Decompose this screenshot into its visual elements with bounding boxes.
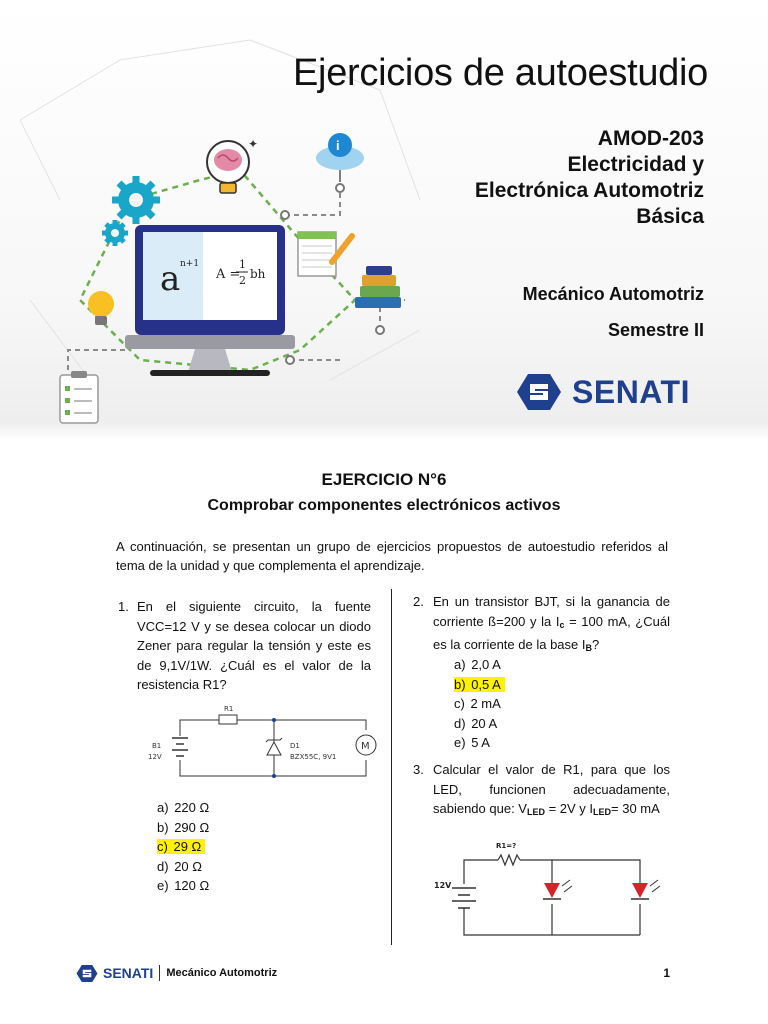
highlighted-answer: b) 0,5 A — [454, 677, 505, 692]
senati-logo-text: SENATI — [572, 373, 690, 410]
svg-text:R1=?: R1=? — [496, 842, 517, 850]
question-text: En el siguiente circuito, la fuente VCC=12 V y se desea colocar un diodo Zener para regular la tensión y este es de 9,1V/1W. ¿Cuál es el valor de la resistencia R1? — [137, 599, 371, 692]
led-circuit-diagram — [428, 838, 668, 944]
svg-text:12V: 12V — [148, 753, 162, 761]
brain-bulb-icon — [207, 137, 258, 193]
option-d: d) 20 A — [454, 715, 498, 731]
question-3 — [413, 760, 670, 823]
motor-symbol — [356, 735, 376, 755]
checklist-icon — [60, 371, 98, 423]
page-footer — [76, 962, 670, 984]
career-name: Mecánico Automotriz — [522, 284, 704, 304]
question-text: Calcular el valor de R1, para que los LED, funcionen adecuadamente, sabiendo que: $V_{LED} = 2V$ y $I_{LED}= 30$ mA — [433, 762, 670, 817]
footer-logo-text: SENATI — [103, 965, 154, 981]
svg-text:D1: D1 — [290, 742, 300, 750]
battery-symbol — [452, 888, 476, 908]
option-c: c) 2 mA — [454, 696, 501, 711]
question-2 — [413, 592, 670, 659]
question-number: 2. — [413, 594, 424, 609]
course-name-line-1: Electricidad y — [567, 153, 704, 176]
gear-icon-large — [112, 176, 160, 224]
semester-label: Semestre II — [607, 320, 704, 340]
highlighted-answer: c) 29 Ω — [157, 839, 205, 854]
course-name-line-2: Electrónica Automotriz — [474, 179, 704, 202]
option-d: d) 20 Ω — [157, 858, 202, 874]
question-text: En un transistor BJT, si la ganancia de corriente ß=200 y la $I_c = 100$ mA, ¿Cuál es la corriente de la base $I_B$? — [433, 594, 670, 653]
exercise-subtitle: Comprobar componentes electrónicos activos — [207, 497, 561, 514]
column-divider — [391, 589, 392, 945]
intro-paragraph: A continuación, se presentan un grupo de ejercicios propuestos de autoestudio referidos al tema de la unidad y que complementa el aprendizaje. — [116, 539, 668, 573]
course-info — [475, 126, 704, 230]
svg-text:✦: ✦ — [248, 137, 259, 151]
question-1 — [118, 597, 371, 695]
senati-logo — [516, 372, 690, 412]
page-title: Ejercicios de autoestudio — [293, 52, 708, 94]
svg-text:1: 1 — [239, 258, 246, 271]
svg-text:A =: A = — [216, 267, 241, 282]
page-number: 1 — [663, 966, 670, 980]
svg-text:i: i — [336, 138, 340, 153]
option-b: b) 290 Ω — [157, 819, 210, 835]
gear-icon-small — [102, 220, 128, 246]
svg-text:a: a — [160, 259, 181, 299]
senati-logo-icon — [76, 964, 98, 983]
svg-text:12V: 12V — [434, 881, 452, 890]
option-e: e) 120 Ω — [157, 878, 210, 893]
question-2-options — [454, 655, 505, 753]
question-1-options — [157, 798, 211, 896]
option-a: a) 220 Ω — [157, 800, 210, 815]
led-symbol-2 — [631, 880, 660, 899]
svg-text:bh: bh — [250, 267, 266, 281]
zener-circuit-diagram — [144, 700, 384, 790]
course-code: AMOD-203 — [597, 127, 704, 150]
battery-symbol — [172, 738, 188, 756]
course-name-line-3: Básica — [636, 205, 704, 228]
svg-text:M: M — [361, 741, 370, 752]
svg-text:2: 2 — [239, 274, 246, 287]
cloud-info-icon — [316, 133, 364, 182]
svg-text:n+1: n+1 — [180, 259, 200, 269]
svg-text:BZX55C, 9V1: BZX55C, 9V1 — [290, 753, 337, 761]
svg-text:R1: R1 — [224, 705, 234, 713]
option-a: a) 2,0 A — [454, 657, 501, 672]
books-icon — [355, 266, 401, 308]
monitor-icon — [125, 225, 295, 376]
lightbulb-icon — [88, 291, 114, 325]
option-e: e) 5 A — [454, 735, 490, 750]
svg-text:B1: B1 — [152, 742, 162, 750]
question-number: 1. — [118, 599, 129, 614]
question-number: 3. — [413, 762, 424, 777]
footer-separator — [159, 965, 160, 981]
footer-career: Mecánico Automotriz — [166, 967, 278, 979]
senati-logo-icon — [516, 372, 562, 412]
notepad-icon — [298, 232, 336, 276]
option-c — [157, 837, 211, 857]
exercise-title: EJERCICIO N°6 — [321, 470, 447, 489]
led-symbol-1 — [543, 880, 572, 899]
option-b — [454, 675, 505, 695]
